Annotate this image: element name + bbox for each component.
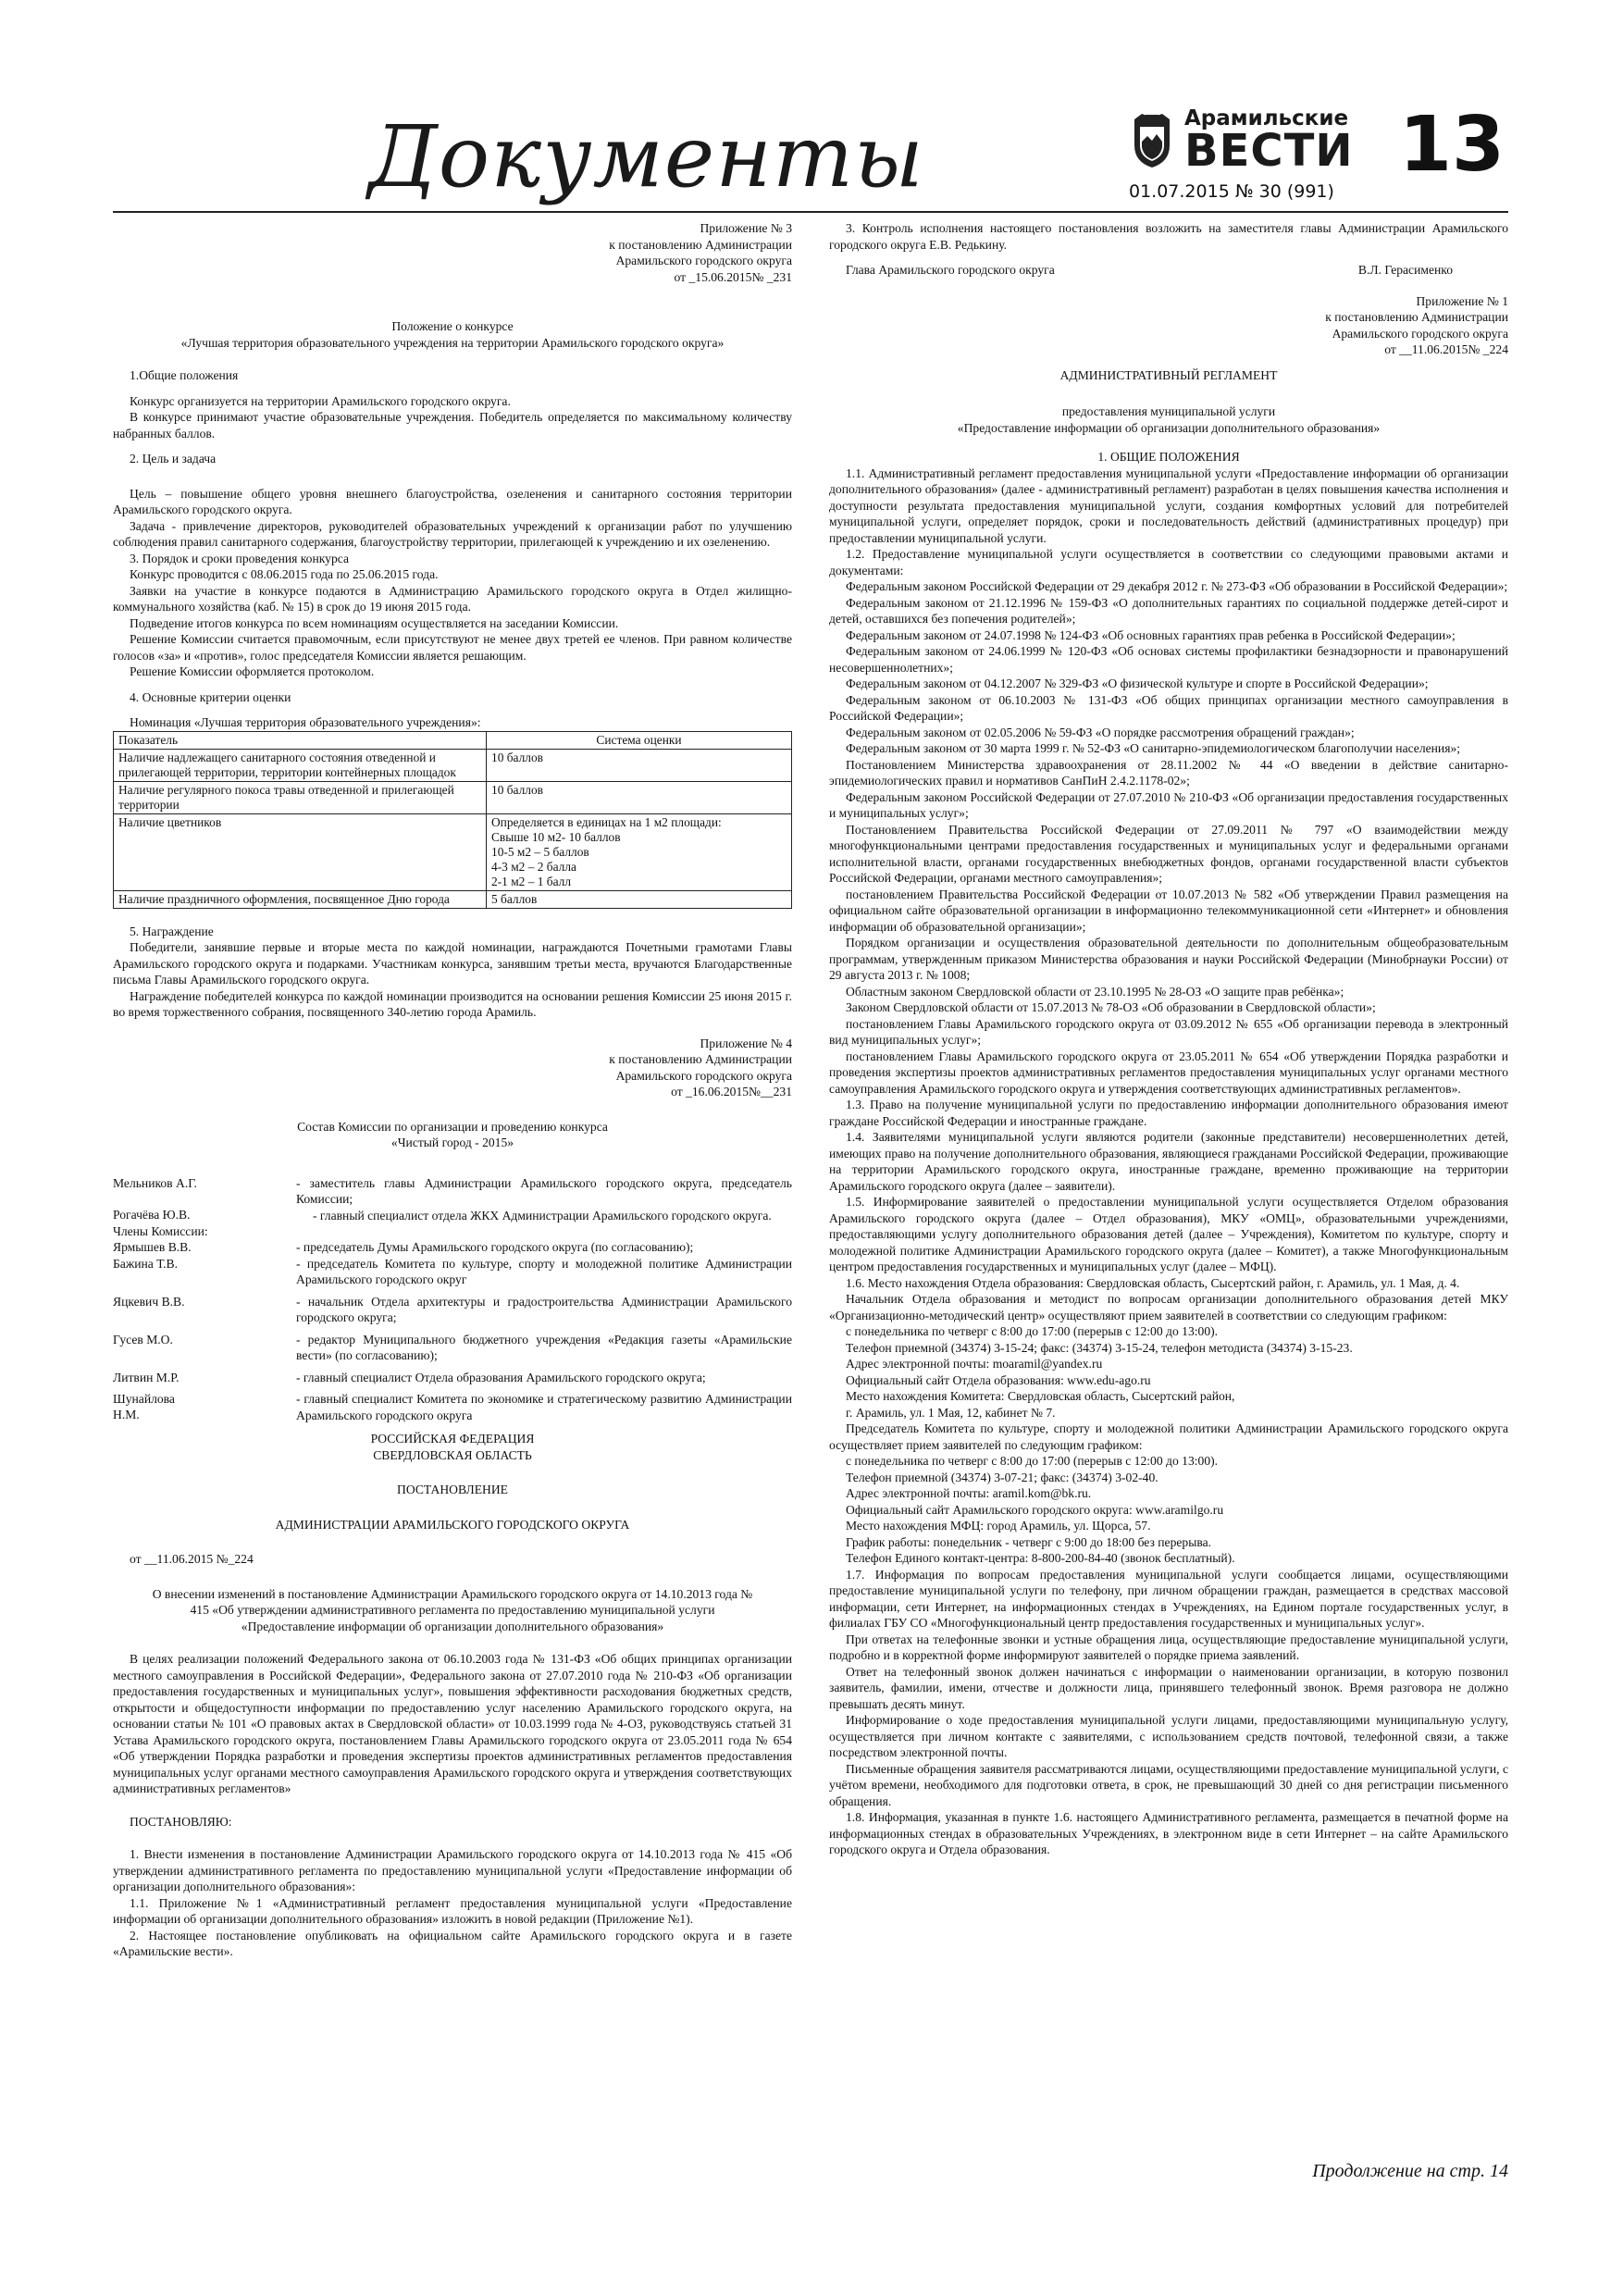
paragraph: 1.1. Приложение №1 «Административный регламент предоставления муниципальной услуги «Предоставление информации об организации дополнительного образования» изложить в новой редакции (Приложение №1). — [113, 1895, 792, 1926]
paragraph: 1.5. Информирование заявителей о предоставлении муниципальной услуги осуществляется Отделом образования Арамильского городского округа (далее – Отдел образования), МКУ «ОМЦ», образовательными учреждениями, предоставляющими услугу дополнительного образования детей (далее – Учреждения), Комитетом по культуре, спорту и молодежной политике Администрации Арамильского городского округа (далее – Комитет), а также Многофункциональным центром предоставления государственных и муниципальных услуг (далее – МФЦ). — [829, 1195, 1508, 1273]
paragraph: 1.6. Место нахождения Отдела образования: Свердловская область, Сысертский район, г. Арамиль, ул. 1 Мая, д. 4. — [846, 1275, 1460, 1290]
table-row — [114, 749, 792, 781]
paragraph: Федеральным законом от 06.10.2003 № 131-ФЗ «Об общих принципах организации местного самоуправления в Российской Федерации»; — [829, 692, 1508, 723]
region-heading: СВЕРДЛОВСКАЯ ОБЛАСТЬ — [373, 1447, 532, 1462]
member-name: Мельников А.Г. — [113, 1175, 197, 1190]
table-cell: 5 баллов — [487, 890, 792, 908]
member-name: Яцкевич В.В. — [113, 1294, 185, 1309]
paragraph: 1.3. Право на получение муниципальной услуги по предоставлению информации дополнительного образования имеют граждане Российской Федерации и иностранные граждане. — [829, 1098, 1508, 1128]
commission-list — [113, 1175, 792, 1424]
signatory-name: В.Л. Герасименко — [1357, 263, 1453, 277]
contest-title: Положение о конкурсе — [391, 319, 514, 333]
paragraph: Цель – повышение общего уровня внешнего благоустройства, озеленения и санитарного состояния территории Арамильского городского округа. — [113, 486, 792, 516]
table-cell: Наличие цветников — [114, 813, 487, 890]
table-cell: Определяется в единицах на 1 м2 площади: Свыше 10 м2- 10 баллов 10-5 м2 – 5 баллов 4-3 м2 – 2 балла 2-1 м2 – 1 балл — [487, 813, 792, 890]
paragraph: Федеральным законом от 04.12.2007 № 329-ФЗ «О физической культуре и спорте в Российской Федерации»; — [846, 676, 1429, 690]
section-heading: 5. Награждение — [130, 924, 214, 938]
section-heading: 2. Цель и задача — [130, 452, 217, 465]
commission-subtitle: «Чистый город - 2015» — [390, 1136, 514, 1149]
member-role: - главный специалист Отдела образования Арамильского городского округа; — [296, 1370, 706, 1384]
member-role: - председатель Комитета по культуре, спорту и молодежной политике Администрации Арамильского городского округ — [296, 1256, 792, 1286]
paragraph: Федеральным законом от 24.06.1999 № 120-ФЗ «Об основах системы профилактики безнадзорности и правонарушений несовершеннолетних»; — [829, 644, 1508, 675]
contact-lines — [829, 1453, 1508, 1567]
decree-subject: О внесении изменений в постановление Администрации Арамильского городского округа от 14.10.2013 года № 415 «Об утверждении административного регламента по предоставлению муниципальной услуги «Предоставление информации об организации дополнительного образования» — [152, 1586, 753, 1633]
paragraph: Федеральным законом от 24.07.1998 № 124-ФЗ «Об основных гарантиях прав ребенка в Российской Федерации»; — [846, 627, 1456, 642]
paragraph: Информирование о ходе предоставления муниципальной услуги лицами, предоставляющими муниципальную услугу, осуществляется при личном контакте с заявителями, с использованием средств почтовой, телефонной связи, а также посредством электронной почты. — [829, 1713, 1508, 1759]
paragraph: При ответах на телефонные звонки и устные обращения лица, осуществляющие предоставление муниципальной услуги, подробно и в корректной форме информируют заявителей о порядке приема заявлений. — [829, 1632, 1508, 1662]
paragraph: Телефон приемной (34374) 3-07-21; факс: (34374) 3-02-40. — [846, 1470, 1158, 1484]
paragraph: 1.1. Административный регламент предоставления муниципальной услуги «Предоставление информации об организации дополнительного образования» (далее - административный регламент) разработан в целях повышения качества исполнения и доступности результата предоставления муниципальной услуги, создания комфортных условий для потребителей муниципальной услуги, определяет порядок, сроки и последовательность действий (административных процедур) при предоставлении муниципальной услуги. — [829, 465, 1508, 545]
paragraph: Адрес электронной почты: aramil.kom@bk.ru. — [846, 1486, 1092, 1500]
regulation-subtitle: «Предоставление информации об организации дополнительного образования» — [957, 420, 1381, 435]
paragraph: с понедельника по четверг с 8:00 до 17:00 (перерыв с 12:00 до 13:00). — [846, 1324, 1219, 1338]
paragraph: 2. Настоящее постановление опубликовать на официальном сайте Арамильского городского округа и в газете «Арамильские вести». — [113, 1928, 792, 1958]
appendix-1: Приложение № 1 к постановлению Администрации Арамильского городского округа от __11.06.2015№ _224 — [1325, 293, 1508, 356]
paragraph: Председатель Комитета по культуре, спорту и молодежной политики Администрации Арамильского городского округа осуществляет прием заявителей по следующим графиком: — [829, 1421, 1508, 1452]
paragraph: График работы: понедельник - четверг с 9:00 до 18:00 без перерыва. — [846, 1534, 1212, 1549]
paragraph: Письменные обращения заявителя рассматриваются лицами, осуществляющими предоставление муниципальной услуги, с учётом времени, необходимого для подготовки ответа, в срок, не превышающий 30 дней со дня регистрации письменного обращения. — [829, 1761, 1508, 1808]
paragraph: Порядком организации и осуществления образовательной деятельности по дополнительным общеобразовательным программам, утвержденным приказом Министерства образования и науки Российской Федерации (Минобрнауки России) от 29 августа 2013 г. № 1008; — [829, 936, 1508, 982]
paragraph: Федеральным законом Российской Федерации от 29 декабря 2012 г. № 273-ФЗ «Об образовании в Российской Федерации»; — [846, 579, 1508, 593]
section-heading: 1. ОБЩИЕ ПОЛОЖЕНИЯ — [1097, 450, 1240, 464]
section-heading: 3. Порядок и сроки проведения конкурса — [130, 551, 349, 565]
paragraph: Телефон приемной (34374) 3-15-24; факс: (34374) 3-15-24, телефон методиста (34374) 3-15-23. — [846, 1340, 1353, 1355]
paragraph: постановлением Правительства Российской Федерации от 10.07.2013 № 582 «Об утверждении Правил размещения на официальном сайте образовательной организации в информационно телекоммуникационной сети «Интернет» и обновления информации об образовательной организации»; — [829, 887, 1508, 934]
country-heading: РОССИЙСКАЯ ФЕДЕРАЦИЯ — [370, 1432, 535, 1446]
criteria-table — [113, 731, 792, 909]
paragraph: Заявки на участие в конкурсе подаются в Администрацию Арамильского городского округа в Отдел жилищно-коммунального хозяйства (каб. № 15) в срок до 19 июня 2015 года. — [113, 583, 792, 614]
member-role: - председатель Думы Арамильского городского округа (по согласованию); — [296, 1240, 694, 1254]
paragraph: 1.7. Информация по вопросам предоставления муниципальной услуги сообщается лицами, осуществляющими предоставление муниципальной услуги по телефону, при личном обращении граждан, размещается в средствах массовой информации, сети Интернет, на информационных стендах в Учреждениях, на Едином портале государственных услуг, в филиалах ГБУ СО «Многофункциональный центр предоставления государственных и муниципальных услуг». — [829, 1567, 1508, 1630]
table-header-row — [114, 731, 792, 749]
member-role: - начальник Отдела архитектуры и градостроительства Администрации Арамильского городского округа; — [296, 1294, 792, 1324]
regulation-title: АДМИНИСТРАТИВНЫЙ РЕГЛАМЕНТ — [1059, 367, 1278, 382]
member-role: - заместитель главы Администрации Арамильского городского округа, председатель Комиссии; — [296, 1175, 792, 1206]
table-row — [114, 890, 792, 908]
section-title: Документы — [368, 107, 924, 206]
page-number: 13 — [1399, 101, 1505, 189]
issue-info: 01.07.2015 № 30 (991) — [1129, 181, 1334, 202]
paragraph: Победители, занявшие первые и вторые места по каждой номинации, награждаются Почетными грамотами Главы Арамильского городского округа и подарками. Участникам конкурса, занявшим третьи места, вручаются Благодарственные письма Главы Арамильского городского округа. — [113, 940, 792, 987]
paragraph: постановлением Главы Арамильского городского округа от 23.05.2011 № 654 «Об утверждении Порядка разработки и проведения экспертизы проектов административных регламентов предоставления муниципальных услуг органами местного самоуправления Арамильского городского округа и утверждения соответствующих административных регламентов». — [829, 1049, 1508, 1096]
member-role: - главный специалист отдела ЖКХ Администрации Арамильского городского округа. — [313, 1208, 772, 1222]
member-name: Члены Комиссии: — [113, 1224, 208, 1238]
commission-title: Состав Комиссии по организации и проведению конкурса — [297, 1119, 608, 1134]
paragraph: Официальный сайт Отдела образования: www.edu-ago.ru — [846, 1372, 1151, 1387]
paragraph: Адрес электронной почты: moaramil@yandex.ru — [846, 1357, 1103, 1371]
paragraph: Областным законом Свердловской области от 23.10.1995 № 28-ОЗ «О защите прав ребёнка»; — [846, 984, 1344, 999]
member-name: Литвин М.Р. — [113, 1370, 180, 1384]
table-cell: Наличие праздничного оформления, посвященное Дню города — [114, 890, 487, 908]
paragraph: Конкурс проводится с 08.06.2015 года по 25.06.2015 года. — [130, 567, 439, 581]
paragraph: 1.4. Заявителями муниципальной услуги являются родители (законные представители) несовершеннолетних детей, имеющих право на получение дополнительного образования, являющиеся гражданами Российской Федерации, проживающие на территории Арамильского городского округа, иностранные граждане, временно проживающие на территории Арамильского городского округа (далее – заявители). — [829, 1130, 1508, 1193]
coat-of-arms-icon — [1129, 110, 1175, 169]
member-name: Бажина Т.В. — [113, 1256, 179, 1271]
regulation-paragraphs — [829, 1567, 1508, 1858]
member-name: Рогачёва Ю.В. — [113, 1208, 191, 1222]
paragraph: Федеральным законом от 30 марта 1999 г. № 52-ФЗ «О санитарно-эпидемиологическом благополучии населения»; — [846, 741, 1461, 755]
paragraph: Федеральным законом Российской Федерации от 27.07.2010 № 210-ФЗ «Об организации предоставления государственных и муниципальных услуг»; — [829, 789, 1508, 820]
signature-line — [829, 262, 1508, 279]
section-heading: 1.Общие положения — [130, 368, 239, 382]
paragraph: Место нахождения МФЦ: город Арамиль, ул. Щорса, 57. — [846, 1519, 1151, 1533]
paragraph: 1.2. Предоставление муниципальной услуги осуществляется в соответствии со следующими правовыми актами и документами: — [829, 547, 1508, 577]
member-role: - главный специалист Комитета по экономике и стратегическому развитию Администрации Арамильского городского округа — [296, 1392, 792, 1422]
paragraph: Ответ на телефонный звонок должен начинаться с информации о наименовании организации, в которую позвонил заявитель, фамилии, имени, отчестве и должности лица, принявшего телефонный звонок. Время разговора не должно превышать десять минут. — [829, 1664, 1508, 1711]
table-cell: 10 баллов — [487, 781, 792, 813]
paragraph: Начальник Отдела образования и методист по вопросам организации дополнительного образования детей МКУ «Организационно-методический центр» осуществляют прием заявителей в соответствии со следующим графиком: — [829, 1292, 1508, 1322]
paragraph: 1. Внести изменения в постановление Администрации Арамильского городского округа от 14.10.2013 года № 415 «Об утверждении административного регламента по предоставлению муниципальной услуги «Предоставление информации об организации дополнительного образования»: — [113, 1847, 792, 1893]
paragraph: Постановлением Правительства Российской Федерации от 27.09.2011 № 797 «О взаимодействии между многофункциональными центрами предоставления государственных и муниципальных услуг и федеральными органами исполнительной власти, органами государственных внебюджетных фондов, органами государственной власти субъектов Российской Федерации, органами местного самоуправления»; — [829, 822, 1508, 885]
continued-note: Продолжение на стр. 14 — [1312, 2161, 1508, 2181]
left-column — [113, 220, 792, 1960]
table-cell: Наличие надлежащего санитарного состояния отведенной и прилегающей территории, территории контейнерных площадок — [114, 749, 487, 781]
regulation-paragraphs — [829, 465, 1508, 1324]
section-heading: 4. Основные критерии оценки — [130, 689, 291, 704]
paragraph: Федеральным законом от 21.12.1996 № 159-ФЗ «О дополнительных гарантиях по социальной поддержке детей-сирот и детей, оставшихся без попечения родителей»; — [829, 595, 1508, 626]
column-header: Система оценки — [487, 731, 792, 749]
paragraph: Решение Комиссии оформляется протоколом. — [130, 664, 375, 678]
logo-top-text: Арамильские — [1184, 106, 1349, 130]
table-cell: Наличие регулярного покоса травы отведенной и прилегающей территории — [114, 781, 487, 813]
paragraph: Подведение итогов конкурса по всем номинациям осуществляется на заседании Комиссии. — [130, 615, 619, 630]
paragraph: 1.8. Информация, указанная в пункте 1.6. настоящего Административного регламента, размещается в печатной форме на информационных стендах в образовательных Учреждениях, в электронном виде в сети Интернет – на сайте Арамильского городского округа и Отдела образования. — [829, 1810, 1508, 1856]
contest-subtitle: «Лучшая территория образовательного учреждения на территории Арамильского городского округа» — [180, 335, 725, 350]
nomination-label: Номинация «Лучшая территория образовательного учреждения»: — [130, 715, 481, 729]
newspaper-logo — [1129, 105, 1354, 177]
paragraph: г. Арамиль, ул. 1 Мая, 12, кабинет № 7. — [846, 1405, 1056, 1420]
appendix-4: Приложение № 4 к постановлению Администрации Арамильского городского округа от _16.06.2015№__231 — [609, 1036, 792, 1098]
member-role: - редактор Муниципального бюджетного учреждения «Редакция газеты «Арамильские вести» (по согласованию); — [296, 1332, 792, 1362]
table-cell: 10 баллов — [487, 749, 792, 781]
contact-lines — [829, 1323, 1508, 1421]
preamble: В целях реализации положений Федерального закона от 06.10.2003 года № 131-ФЗ «Об общих принципах организации местного самоуправления в Российской Федерации», Федерального закона от 27.07.2010 года № 210-ФЗ «Об организации предоставления государственных и муниципальных услуг», повышения эффективности расходования бюджетных средств, открытости и общедоступности информации по предоставлению услуг населению Арамильского городского округа, на основании статьи № 101 «О правовых актах в Свердловской области» от 10.03.1999 года № 4-ОЗ, руководствуясь статьей 31 Устава Арамильского городского округа, постановлением Главы Арамильского городского округа от 23.05.2011 года № 654 «Об утверждении Порядка разработки и проведения экспертизы проектов административных регламентов предоставления муниципальных услуг органами местного самоуправления Арамильского городского округа и утверждения соответствующих административных регламентов» — [113, 1652, 792, 1795]
appendix-3: Приложение № 3 к постановлению Администрации Арамильского городского округа от _15.06.2015№ _231 — [609, 221, 792, 284]
member-name: Шунайлова Н.М. — [113, 1392, 175, 1421]
paragraph: Законом Свердловской области от 15.07.2013 № 78-ОЗ «Об образовании в Свердловской области»; — [846, 1000, 1376, 1014]
right-column — [829, 220, 1508, 1858]
header-rule — [113, 211, 1508, 213]
paragraph: Телефон Единого контакт-центра: 8-800-200-84-40 (звонок бесплатный). — [846, 1551, 1235, 1565]
paragraph: Конкурс организуется на территории Арамильского городского округа. — [130, 393, 511, 408]
member-name: Ярмышев В.В. — [113, 1240, 192, 1254]
administration-heading: АДМИНИСТРАЦИИ АРАМИЛЬСКОГО ГОРОДСКОГО ОКРУГА — [275, 1517, 630, 1532]
table-row — [114, 813, 792, 890]
decree-date: от __11.06.2015 №_224 — [130, 1552, 254, 1566]
paragraph: Федеральным законом от 02.05.2006 № 59-ФЗ «О порядке рассмотрения обращений граждан»; — [846, 725, 1355, 739]
paragraph: Место нахождения Комитета: Свердловская область, Сысертский район, — [846, 1389, 1235, 1403]
paragraph: с понедельника по четверг с 8:00 до 17:00 (перерыв с 12:00 до 13:00). — [846, 1454, 1219, 1468]
paragraph: постановлением Главы Арамильского городского округа от 03.09.2012 № 655 «Об организации перевода в электронный вид муниципальных услуг»; — [829, 1016, 1508, 1047]
signatory-title: Глава Арамильского городского округа — [846, 263, 1055, 277]
member-name: Гусев М.О. — [113, 1332, 173, 1347]
paragraph: Награждение победителей конкурса по каждой номинации производится на основании решения Комиссии 25 июня 2015 г. во время торжественного собрания, посвященного 340-летию города Арамиль. — [113, 988, 792, 1019]
paragraph: Задача - привлечение директоров, руководителей образовательных учреждений к организации работ по улучшению соблюдения правил санитарного содержания, благоустройству территории, прилегающей к учреждению и их озеленению. — [113, 518, 792, 549]
decree-heading: ПОСТАНОВЛЕНИЕ — [397, 1483, 508, 1496]
table-row — [114, 781, 792, 813]
paragraph: 3. Контроль исполнения настоящего постановления возложить на заместителя главы Администрации Арамильского городского округа Е.В. Редькину. — [829, 221, 1508, 252]
paragraph: Официальный сайт Арамильского городского округа: www.aramilgo.ru — [846, 1502, 1224, 1517]
paragraph: Постановлением Министерства здравоохранения от 28.11.2002 № 44 «О введении в действие санитарно-эпидемиологических правил и нормативов СанПиН 2.4.2.1178-02»; — [829, 757, 1508, 788]
paragraph: В конкурсе принимают участие образовательные учреждения. Победитель определяется по максимальному количеству набранных баллов. — [113, 410, 792, 441]
decree-resolution: ПОСТАНОВЛЯЮ: — [130, 1814, 232, 1829]
logo-bottom-text: ВЕСТИ — [1184, 125, 1354, 177]
regulation-subtitle: предоставления муниципальной услуги — [1061, 404, 1276, 418]
column-header: Показатель — [114, 731, 487, 749]
paragraph: Решение Комиссии считается правомочным, если присутствуют не менее двух третей ее членов. При равном количестве голосов «за» и «против», голос председателя Комиссии является решающим. — [113, 632, 792, 663]
